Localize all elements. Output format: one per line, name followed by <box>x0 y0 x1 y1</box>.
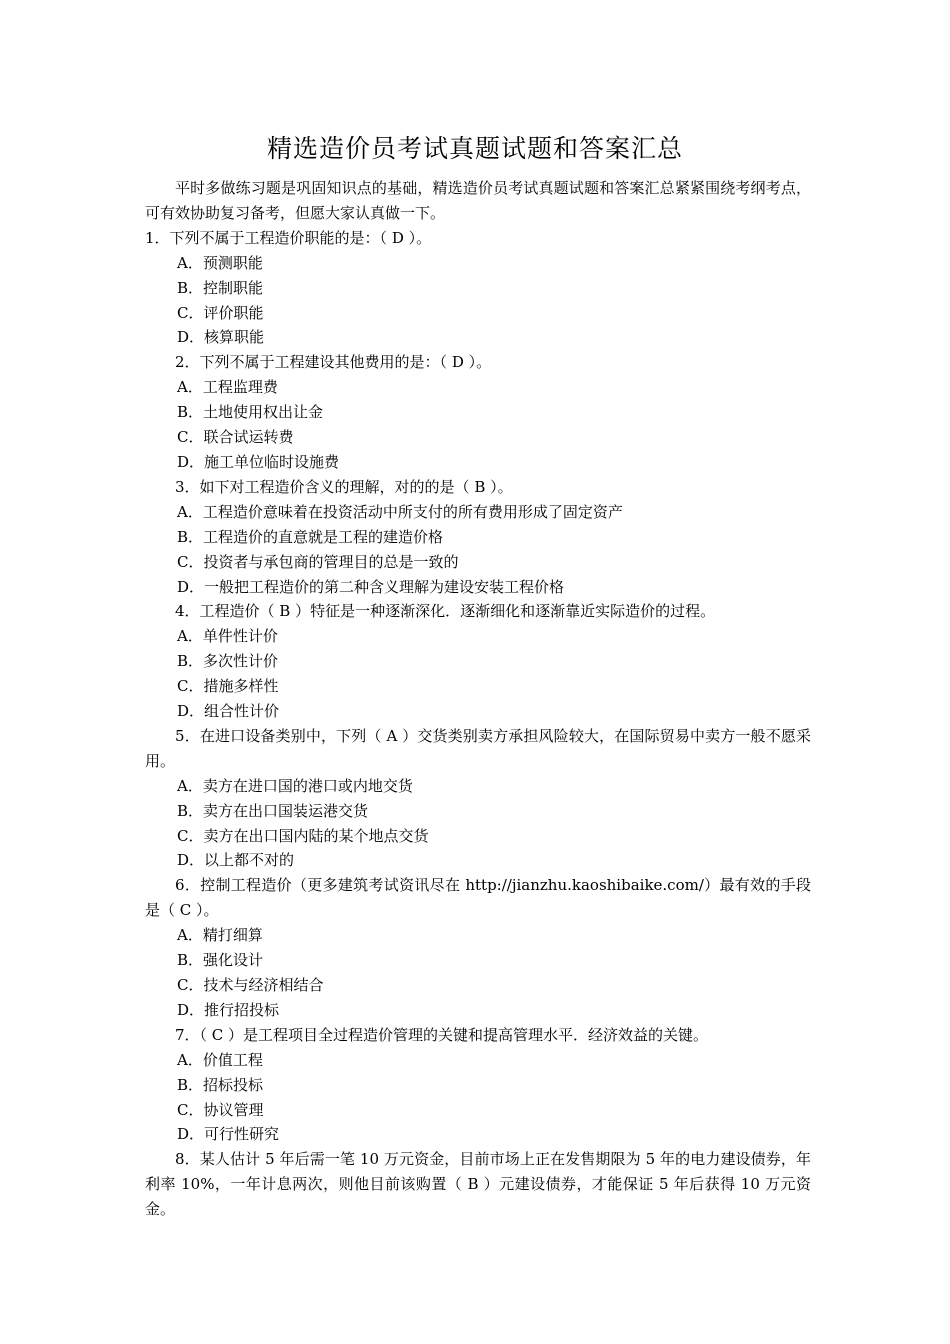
answer-option: C．评价职能 <box>177 303 264 322</box>
answer-option: D．施工单位临时设施费 <box>177 452 340 471</box>
document-title: 精选造价员考试真题试题和答案汇总 <box>266 134 683 163</box>
answer-option: C．技术与经济相结合 <box>177 976 324 994</box>
answer-option: D．组合性计价 <box>177 702 280 721</box>
document-body <box>145 176 811 1222</box>
answer-option: A．精打细算 <box>177 926 263 945</box>
question-stem: 7．（ C ）是工程项目全过程造价管理的关键和提高管理水平．经济效益的关键。 <box>175 1025 709 1044</box>
answer-option: A．单件性计价 <box>177 627 278 646</box>
question-stem: 4．工程造价（ B ）特征是一种逐渐深化．逐渐细化和逐渐靠近实际造价的过程。 <box>175 602 716 621</box>
answer-option: C．联合试运转费 <box>177 428 294 447</box>
answer-option: D．推行招投标 <box>177 1000 280 1019</box>
answer-option: B．土地使用权出让金 <box>177 403 324 422</box>
answer-option: C．措施多样性 <box>177 677 279 696</box>
intro-paragraph: 平时多做练习题是巩固知识点的基础，精选造价员考试真题试题和答案汇总紧紧围绕考纲考点，可有效协助复习备考，但愿大家认真做一下。 <box>145 179 811 222</box>
answer-option: C．卖方在出口国内陆的某个地点交货 <box>177 826 429 845</box>
answer-option: B．控制职能 <box>177 278 264 297</box>
answer-option: C．协议管理 <box>177 1100 264 1119</box>
question-stem: 2．下列不属于工程建设其他费用的是：（ D ）。 <box>175 353 492 372</box>
answer-option: C．投资者与承包商的管理目的总是一致的 <box>177 552 459 571</box>
answer-option: D．以上都不对的 <box>177 851 295 870</box>
question-stem: 5．在进口设备类别中，下列（ A ）交货类别卖方承担风险较大，在国际贸易中卖方一般不愿采用。 <box>145 726 811 770</box>
question-stem: 6．控制工程造价（更多建筑考试资讯尽在 http://jianzhu.kaoshibaike.com/）最有效的手段是（ C ）。 <box>145 876 811 920</box>
answer-option: A．卖方在进口国的港口或内地交货 <box>177 776 413 795</box>
answer-option: B．多次性计价 <box>177 652 279 671</box>
answer-option: A．预测职能 <box>177 253 263 272</box>
answer-option: D．一般把工程造价的第二种含义理解为建设安装工程价格 <box>177 577 565 596</box>
question-stem: 1．下列不属于工程造价职能的是：（ D ）。 <box>145 228 432 247</box>
answer-option: B．招标投标 <box>177 1075 264 1094</box>
answer-option: D．可行性研究 <box>177 1125 280 1144</box>
answer-option: A．工程监理费 <box>177 378 278 397</box>
answer-option: B．强化设计 <box>177 951 264 970</box>
question-stem: 3．如下对工程造价含义的理解，对的的是（ B ）。 <box>175 477 513 496</box>
answer-option: B．卖方在出口国装运港交货 <box>177 801 369 820</box>
answer-option: A．价值工程 <box>177 1050 263 1069</box>
question-stem: 8．某人估计 5 年后需一笔 10 万元资金，目前市场上正在发售期限为 5 年的电力建设债券，年利率 10%，一年计息两次，则他目前该购置（ B ）元建设债券，才能保证 5 年后获得 10 万元资金。 <box>145 1150 811 1219</box>
answer-option: B．工程造价的直意就是工程的建造价格 <box>177 527 444 546</box>
answer-option: A．工程造价意味着在投资活动中所支付的所有费用形成了固定资产 <box>177 502 623 521</box>
answer-option: D．核算职能 <box>177 328 265 347</box>
